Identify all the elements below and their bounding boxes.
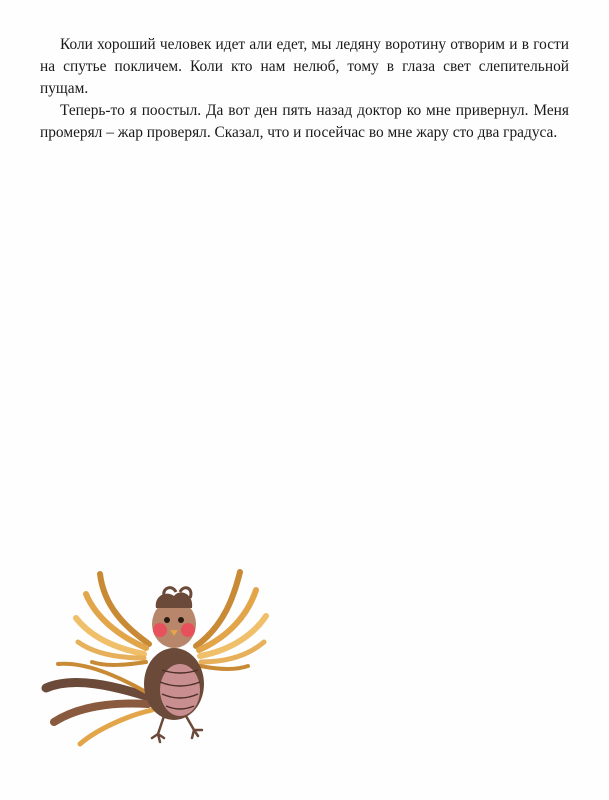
tail (46, 664, 152, 744)
story-text (40, 34, 569, 144)
bird-head (152, 588, 196, 648)
left-wing (76, 574, 149, 665)
firebird-illustration (34, 566, 274, 750)
right-wing (196, 572, 266, 669)
paragraph-2: Теперь-то я поостыл. Да вот ден пять назад доктор ко мне привернул. Меня промерял – жар проверял. Сказал, что и посейчас во мне жару сто два градуса. (40, 102, 569, 141)
right-cheek (181, 623, 195, 637)
legs (152, 716, 202, 742)
left-cheek (153, 623, 167, 637)
paragraph-1: Коли хороший человек идет али едет, мы ледяну воротину отворим и в гости на спутье покличем. Коли кто нам нелюб, тому в глаза свет слепительной пущам. (40, 36, 569, 97)
